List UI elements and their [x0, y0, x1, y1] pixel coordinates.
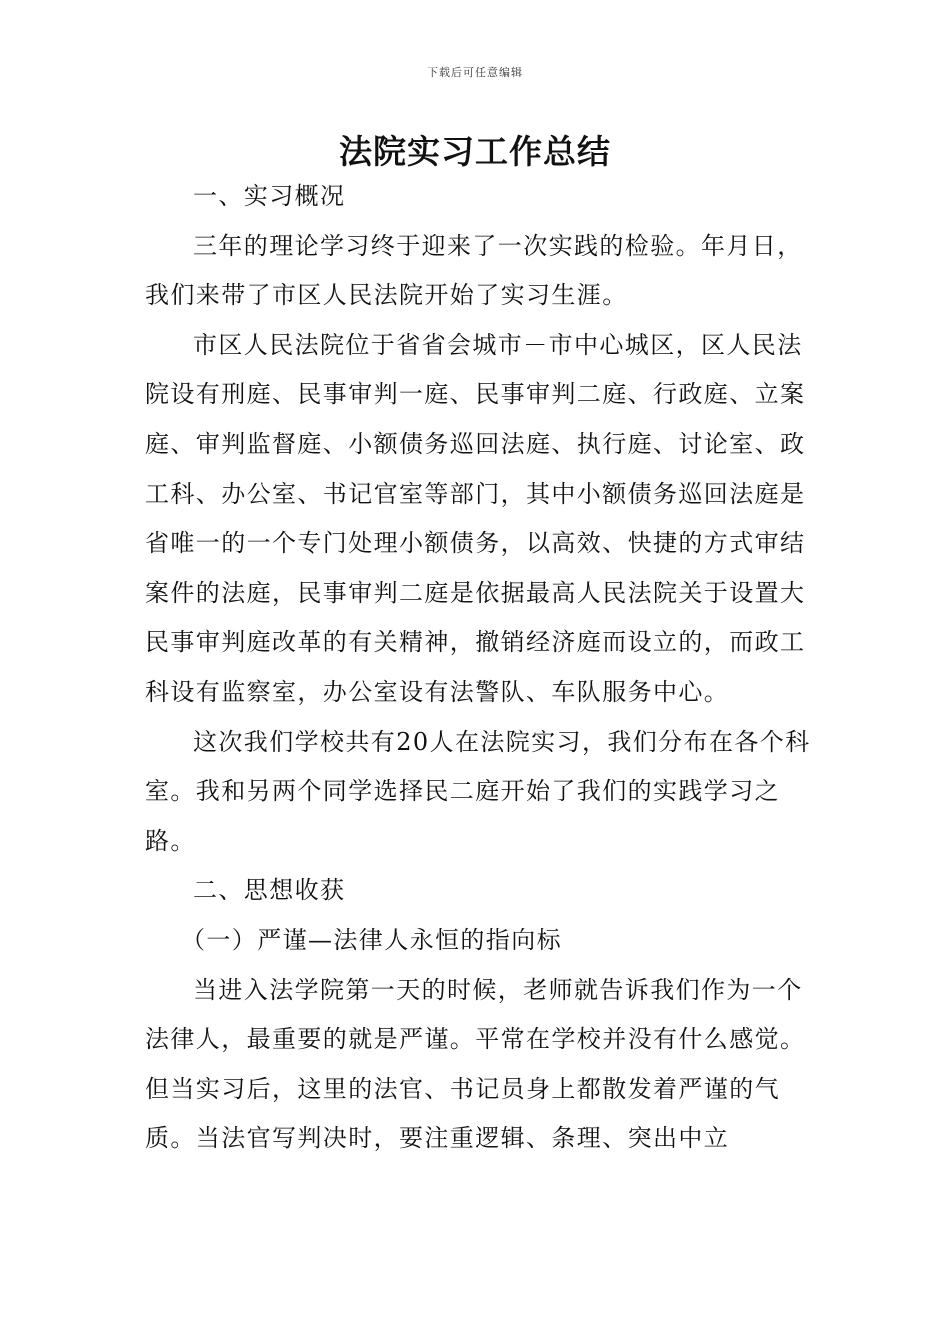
paragraph-intro: 三年的理论学习终于迎来了一次实践的检验。年月日，我们来带了市区人民法院开始了实习生涯。 — [145, 231, 803, 310]
paragraph-court-description: 市区人民法院位于省省会城市－市中心城区，区人民法院设有刑庭、民事审判一庭、民事审判二庭、行政庭、立案庭、审判监督庭、小额债务巡回法庭、执行庭、讨论室、政工科、办公室、书记官室等部门，其中小额债务巡回法庭是省唯一的一个专门处理小额债务，以高效、快捷的方式审结案件的法庭，民事审判二庭是依据最高人民法院关于设置大民事审判庭改革的有关精神，撤销经济庭而设立的，而政工科设有监察室，办公室设有法警队、车队服务中心。 — [145, 330, 806, 706]
paragraph-internship-assignment: 这次我们学校共有20人在法院实习，我们分布在各个科室。我和另两个同学选择民二庭开始了我们的实践学习之路。 — [145, 727, 811, 855]
section-heading-overview: 一、实习概况 — [193, 182, 346, 210]
header-note: 下载后可任意编辑 — [427, 66, 523, 79]
paragraph-rigor: 当进入法学院第一天的时候，老师就告诉我们作为一个法律人，最重要的就是严谨。平常在学校并没有什么感觉。但当实习后，这里的法官、书记员身上都散发着严谨的气质。当法官写判决时，要注重逻辑、条理、突出中立 — [145, 975, 806, 1153]
subsection-heading-rigor: （一）严谨—法律人永恒的指向标 — [181, 925, 562, 954]
document-body — [145, 172, 817, 1164]
section-heading-gains: 二、思想收获 — [193, 876, 346, 905]
document-title: 法院实习工作总结 — [339, 132, 611, 171]
